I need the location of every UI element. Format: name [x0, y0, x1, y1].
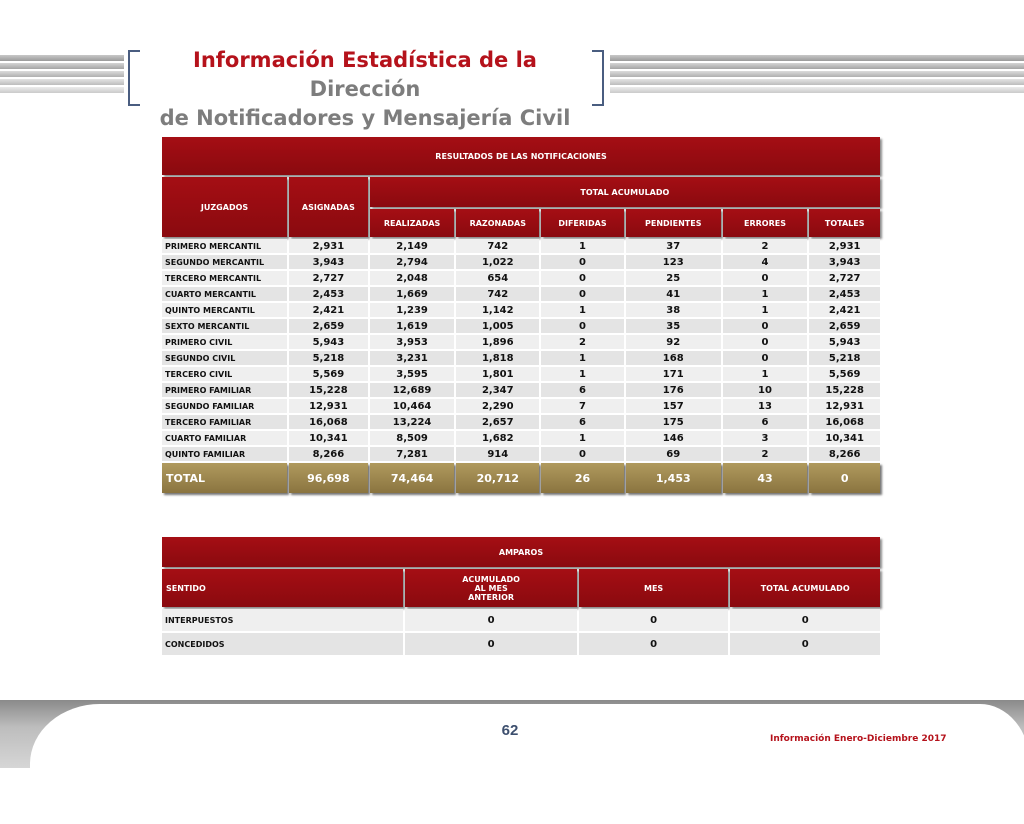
- amparos-body: [162, 609, 880, 655]
- amparos-caption: AMPAROS: [162, 537, 880, 567]
- total-asignadas: 96,698: [289, 463, 368, 493]
- title-red-part: Información Estadística de la: [193, 48, 537, 72]
- table-cell: 2,727: [289, 271, 368, 285]
- table-cell: 15,228: [809, 383, 880, 397]
- col-header-juzgados: JUZGADOS: [162, 177, 287, 237]
- table-cell: 35: [626, 319, 721, 333]
- title-gray-part-2: de Notificadores y Mensajería Civil: [159, 106, 571, 130]
- results-table: [160, 135, 882, 495]
- header-stripes-left: [0, 55, 124, 95]
- table-cell: 1: [723, 303, 808, 317]
- col-header-realizadas: REALIZADAS: [370, 209, 455, 237]
- total-errores: 43: [723, 463, 808, 493]
- table-cell: 1,619: [370, 319, 455, 333]
- table-cell: 38: [626, 303, 721, 317]
- table-cell: 1,239: [370, 303, 455, 317]
- row-label: SEGUNDO CIVIL: [162, 351, 287, 365]
- table-cell: 0: [730, 609, 880, 631]
- table-cell: 1: [723, 287, 808, 301]
- table-cell: 0: [541, 271, 624, 285]
- table-cell: 3,943: [809, 255, 880, 269]
- table-row: [162, 609, 880, 631]
- table-cell: 5,569: [809, 367, 880, 381]
- table-cell: 92: [626, 335, 721, 349]
- table-cell: 1,005: [456, 319, 539, 333]
- table-cell: 12,689: [370, 383, 455, 397]
- total-row: [162, 463, 880, 493]
- table-cell: 12,931: [809, 399, 880, 413]
- row-label: QUINTO MERCANTIL: [162, 303, 287, 317]
- title-bracket-left: [128, 50, 140, 106]
- table-cell: 2,794: [370, 255, 455, 269]
- table-cell: 0: [405, 633, 577, 655]
- table-row: [162, 415, 880, 429]
- row-label: INTERPUESTOS: [162, 609, 403, 631]
- title-bracket-right: [592, 50, 604, 106]
- row-label: QUINTO FAMILIAR: [162, 447, 287, 461]
- table-cell: 3,953: [370, 335, 455, 349]
- table-cell: 13,224: [370, 415, 455, 429]
- table-cell: 0: [723, 271, 808, 285]
- table-cell: 2,659: [809, 319, 880, 333]
- table-cell: 0: [541, 447, 624, 461]
- row-label: SEXTO MERCANTIL: [162, 319, 287, 333]
- table-cell: 0: [723, 335, 808, 349]
- page-number: 62: [501, 722, 519, 739]
- table-cell: 3,943: [289, 255, 368, 269]
- table-cell: 1,896: [456, 335, 539, 349]
- table-cell: 2,931: [289, 239, 368, 253]
- table-cell: 1,818: [456, 351, 539, 365]
- total-pendientes: 1,453: [626, 463, 721, 493]
- table-cell: 0: [723, 351, 808, 365]
- table-cell: 10: [723, 383, 808, 397]
- table-cell: 6: [541, 415, 624, 429]
- col-header-mes: MES: [579, 569, 728, 607]
- table-cell: 1,682: [456, 431, 539, 445]
- row-label: TERCERO CIVIL: [162, 367, 287, 381]
- total-razonadas: 20,712: [456, 463, 539, 493]
- table-cell: 1: [541, 367, 624, 381]
- col-header-acumulado-mes-anterior: [405, 569, 577, 607]
- table-cell: 69: [626, 447, 721, 461]
- table-cell: 2,290: [456, 399, 539, 413]
- table-cell: 2,421: [289, 303, 368, 317]
- table-cell: 1: [541, 351, 624, 365]
- table-cell: 742: [456, 239, 539, 253]
- table-cell: 0: [730, 633, 880, 655]
- table-row: [162, 335, 880, 349]
- table-cell: 0: [541, 287, 624, 301]
- table-cell: 176: [626, 383, 721, 397]
- table-cell: 1,022: [456, 255, 539, 269]
- table-cell: 742: [456, 287, 539, 301]
- table-cell: 146: [626, 431, 721, 445]
- table-cell: 10,464: [370, 399, 455, 413]
- table-cell: 1: [723, 367, 808, 381]
- results-caption: RESULTADOS DE LAS NOTIFICACIONES: [162, 137, 880, 175]
- total-label: TOTAL: [162, 463, 287, 493]
- table-cell: 1: [541, 303, 624, 317]
- table-cell: 2,453: [289, 287, 368, 301]
- table-cell: 2,347: [456, 383, 539, 397]
- header-stripes-right: [610, 55, 1024, 95]
- table-cell: 8,266: [809, 447, 880, 461]
- table-cell: 2,659: [289, 319, 368, 333]
- table-cell: 2: [723, 239, 808, 253]
- col-header-diferidas: DIFERIDAS: [541, 209, 624, 237]
- table-cell: 914: [456, 447, 539, 461]
- table-cell: 1: [541, 239, 624, 253]
- table-cell: 5,943: [809, 335, 880, 349]
- table-row: [162, 255, 880, 269]
- table-row: [162, 431, 880, 445]
- table-cell: 7: [541, 399, 624, 413]
- table-cell: 13: [723, 399, 808, 413]
- col-header-sentido: SENTIDO: [162, 569, 403, 607]
- results-body: [162, 239, 880, 461]
- col-header-errores: ERRORES: [723, 209, 808, 237]
- footer-note: Información Enero-Diciembre 2017: [770, 734, 947, 744]
- amparos-table: [160, 535, 882, 657]
- table-cell: 6: [541, 383, 624, 397]
- table-cell: 123: [626, 255, 721, 269]
- table-cell: 0: [579, 609, 728, 631]
- row-label: TERCERO MERCANTIL: [162, 271, 287, 285]
- table-cell: 1,142: [456, 303, 539, 317]
- row-label: SEGUNDO FAMILIAR: [162, 399, 287, 413]
- table-cell: 171: [626, 367, 721, 381]
- table-cell: 0: [541, 255, 624, 269]
- table-cell: 168: [626, 351, 721, 365]
- page-title: [140, 46, 590, 133]
- table-cell: 0: [541, 319, 624, 333]
- table-cell: 8,266: [289, 447, 368, 461]
- table-row: [162, 383, 880, 397]
- table-cell: 2: [723, 447, 808, 461]
- table-cell: 2,149: [370, 239, 455, 253]
- table-cell: 12,931: [289, 399, 368, 413]
- title-gray-part-1: Dirección: [309, 77, 421, 101]
- total-diferidas: 26: [541, 463, 624, 493]
- total-totales: 0: [809, 463, 880, 493]
- table-cell: 6: [723, 415, 808, 429]
- acumulado-line-2: AL MES: [474, 583, 508, 593]
- row-label: PRIMERO MERCANTIL: [162, 239, 287, 253]
- table-cell: 16,068: [289, 415, 368, 429]
- table-cell: 15,228: [289, 383, 368, 397]
- table-cell: 10,341: [289, 431, 368, 445]
- table-cell: 1: [541, 431, 624, 445]
- table-cell: 16,068: [809, 415, 880, 429]
- row-label: CUARTO MERCANTIL: [162, 287, 287, 301]
- table-cell: 2,453: [809, 287, 880, 301]
- table-cell: 5,218: [809, 351, 880, 365]
- table-row: [162, 319, 880, 333]
- table-cell: 0: [405, 609, 577, 631]
- table-cell: 25: [626, 271, 721, 285]
- table-cell: 2: [541, 335, 624, 349]
- table-cell: 2,727: [809, 271, 880, 285]
- table-cell: 0: [723, 319, 808, 333]
- row-label: CUARTO FAMILIAR: [162, 431, 287, 445]
- table-row: [162, 447, 880, 461]
- total-realizadas: 74,464: [370, 463, 455, 493]
- table-row: [162, 399, 880, 413]
- table-cell: 0: [579, 633, 728, 655]
- acumulado-line-3: ANTERIOR: [468, 592, 515, 602]
- col-header-razonadas: RAZONADAS: [456, 209, 539, 237]
- table-cell: 5,943: [289, 335, 368, 349]
- table-row: [162, 303, 880, 317]
- table-row: [162, 367, 880, 381]
- table-cell: 37: [626, 239, 721, 253]
- table-cell: 5,218: [289, 351, 368, 365]
- table-cell: 1,669: [370, 287, 455, 301]
- row-label: CONCEDIDOS: [162, 633, 403, 655]
- row-label: TERCERO FAMILIAR: [162, 415, 287, 429]
- table-cell: 8,509: [370, 431, 455, 445]
- acumulado-line-1: ACUMULADO: [462, 574, 520, 584]
- row-label: PRIMERO FAMILIAR: [162, 383, 287, 397]
- table-cell: 2,048: [370, 271, 455, 285]
- col-header-total-acumulado: TOTAL ACUMULADO: [370, 177, 880, 207]
- row-label: PRIMERO CIVIL: [162, 335, 287, 349]
- table-cell: 3,595: [370, 367, 455, 381]
- table-cell: 157: [626, 399, 721, 413]
- table-cell: 41: [626, 287, 721, 301]
- table-row: [162, 287, 880, 301]
- col-header-pendientes: PENDIENTES: [626, 209, 721, 237]
- table-cell: 3: [723, 431, 808, 445]
- table-cell: 2,657: [456, 415, 539, 429]
- table-cell: 5,569: [289, 367, 368, 381]
- table-cell: 2,421: [809, 303, 880, 317]
- table-cell: 175: [626, 415, 721, 429]
- table-cell: 7,281: [370, 447, 455, 461]
- col-header-total-acumulado-amparos: TOTAL ACUMULADO: [730, 569, 880, 607]
- col-header-totales: TOTALES: [809, 209, 880, 237]
- table-cell: 10,341: [809, 431, 880, 445]
- table-row: [162, 271, 880, 285]
- table-cell: 1,801: [456, 367, 539, 381]
- table-row: [162, 239, 880, 253]
- table-cell: 654: [456, 271, 539, 285]
- table-row: [162, 633, 880, 655]
- row-label: SEGUNDO MERCANTIL: [162, 255, 287, 269]
- table-cell: 4: [723, 255, 808, 269]
- table-cell: 2,931: [809, 239, 880, 253]
- table-row: [162, 351, 880, 365]
- col-header-asignadas: ASIGNADAS: [289, 177, 368, 237]
- table-cell: 3,231: [370, 351, 455, 365]
